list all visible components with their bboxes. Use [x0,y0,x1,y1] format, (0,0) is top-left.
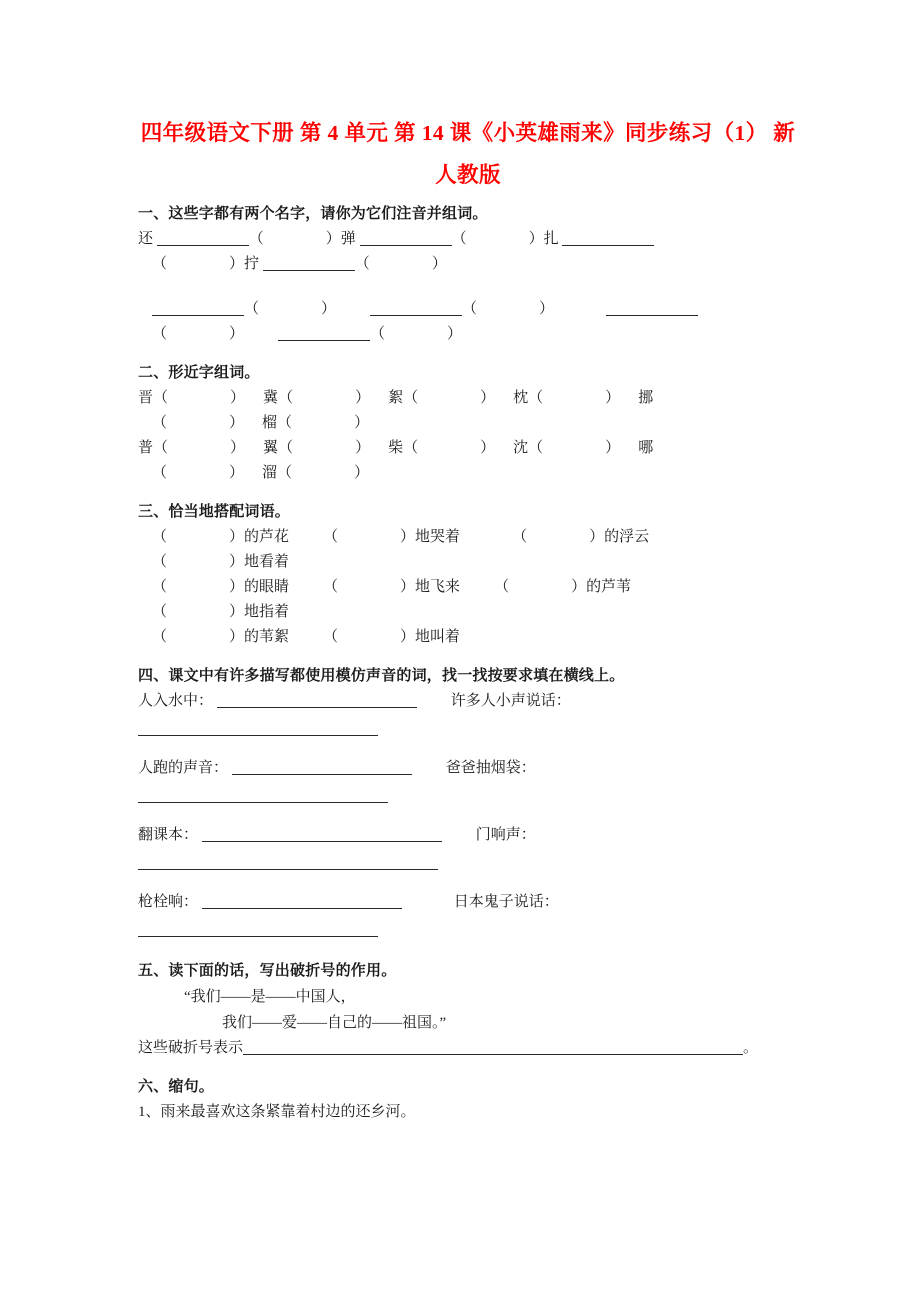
char-nuo: 挪 [638,390,654,406]
spacer [138,878,798,890]
word-blank[interactable] [152,300,244,316]
prompt-label: 枪栓响： [138,894,199,910]
section-5-answer-row [138,1036,798,1061]
prompt-label: 门响声： [475,827,536,843]
page-title-line-1: 四年级语文下册 第 4 单元 第 14 课《小英雄雨来》同步练习（1） 新 [140,121,796,145]
word-blank[interactable] [278,325,370,341]
section-2 [138,361,798,486]
char-liu-pomegranate: 榴 [262,415,278,431]
collocation-item: ）地飞来 [400,579,461,595]
prompt-label: 人跑的声音： [138,760,229,776]
section-2-row-2: （ ） 榴（ ） [152,415,370,431]
section-1 [138,202,798,347]
answer-blank[interactable] [138,921,378,937]
collocation-item: ）地哭着 [400,529,461,545]
section-6 [138,1075,798,1125]
answer-blank[interactable] [138,720,378,736]
char-jin: 晋 [138,390,154,406]
answer-blank[interactable] [217,692,417,708]
spacer [138,277,798,297]
word-blank[interactable] [370,300,462,316]
section-1-row-2: （ ）拧 （ ） [152,256,447,272]
section-4-pair-3-wrap [138,848,798,878]
section-5-quote-line-2: 我们——爱——自己的——祖国。” [222,1015,447,1031]
answer-blank[interactable] [138,787,388,803]
collocation-item: ）地指着 [229,604,290,620]
section-6-item-1: 1、雨来最喜欢这条紧靠着村边的还乡河。 [138,1104,416,1120]
section-4-pair-2 [138,756,798,781]
answer-tail: 。 [743,1040,759,1056]
prompt-label: 许多人小声说话： [450,693,571,709]
section-4-pair-4 [138,890,798,915]
section-3-row-3: （ ）的眼睛 （ ）地飞来 （ ）的芦苇 [152,579,632,595]
section-4-pair-1-wrap [138,714,798,744]
char-zhen: 枕 [513,390,529,406]
section-6-heading: 六、缩句。 [138,1079,215,1095]
section-4 [138,664,798,945]
answer-prompt-label: 这些破折号表示 [138,1040,244,1056]
section-3-row-5: （ ）的苇絮 （ ）地叫着 [152,629,461,645]
answer-blank[interactable] [202,826,442,842]
section-1-heading: 一、这些字都有两个名字，请你为它们注音并组词。 [138,206,488,222]
section-5-heading: 五、读下面的话，写出破折号的作用。 [138,963,397,979]
section-4-pair-1 [138,689,798,714]
char-xu: 絮 [388,390,404,406]
section-2-heading: 二、形近字组词。 [138,365,260,381]
section-4-heading: 四、课文中有许多描写都使用模仿声音的词，找一找按要求填在横线上。 [138,668,625,684]
section-5-quote-line-1: “我们——是——中国人， [184,989,356,1005]
section-3-row-1: （ ）的芦花 （ ）地哭着 （ ）的浮云 [152,529,650,545]
char-ji: 冀 [263,390,279,406]
answer-blank[interactable] [232,759,412,775]
answer-blank[interactable] [243,1039,743,1055]
page-title-line-2: 人教版 [435,163,501,187]
section-2-row-1: 晋（ ） 冀（ ） 絮（ ） 枕（ ） 挪 [138,390,654,406]
char-liu-slide: 溜 [262,465,278,481]
char-shen: 沈 [513,440,529,456]
document-content [138,112,798,1125]
section-4-pair-3 [138,823,798,848]
answer-blank[interactable] [202,893,402,909]
section-2-row-3: 普（ ） 翼（ ） 柴（ ） 沈（ ） 哪 [138,440,654,456]
collocation-item: ）的眼睛 [229,579,290,595]
prompt-label: 日本鬼子说话： [453,894,559,910]
section-4-pair-4-wrap [138,915,798,945]
section-3-row-4: （ ）地指着 [152,604,290,620]
section-5 [138,959,798,1061]
section-3 [138,500,798,650]
pinyin-blank[interactable] [562,230,654,246]
collocation-item: ）的苇絮 [229,629,290,645]
pinyin-blank[interactable] [157,230,249,246]
char-dan: 弹 [340,231,356,247]
char-yi-wing: 翼 [263,440,279,456]
word-blank[interactable] [606,300,698,316]
section-3-row-2: （ ）地看着 [152,554,290,570]
answer-blank[interactable] [138,854,438,870]
section-1-row-1: 还 （ ）弹 （ ）扎 [138,227,798,252]
page-title [138,112,798,196]
spacer [138,744,798,756]
collocation-item: ）地叫着 [400,629,461,645]
pinyin-blank[interactable] [263,255,355,271]
section-1-row-3: （ ） （ ） [138,297,798,322]
char-pu: 普 [138,440,154,456]
char-huan: 还 [138,231,154,247]
collocation-item: ）的芦苇 [571,579,632,595]
collocation-item: ）地看着 [229,554,290,570]
char-zha: 扎 [543,231,559,247]
prompt-label: 人入水中： [138,693,214,709]
prompt-label: 爸爸抽烟袋： [445,760,536,776]
prompt-label: 翻课本： [138,827,199,843]
char-na: 哪 [638,440,654,456]
section-4-pair-2-wrap [138,781,798,811]
section-1-row-4: （ ） （ ） [152,326,463,342]
char-chai: 柴 [388,440,404,456]
collocation-item: ）的浮云 [589,529,650,545]
char-ning: 拧 [244,256,260,272]
section-2-row-4: （ ） 溜（ ） [152,465,370,481]
spacer [138,811,798,823]
pinyin-blank[interactable] [360,230,452,246]
section-3-heading: 三、恰当地搭配词语。 [138,504,291,520]
collocation-item: ）的芦花 [229,529,290,545]
